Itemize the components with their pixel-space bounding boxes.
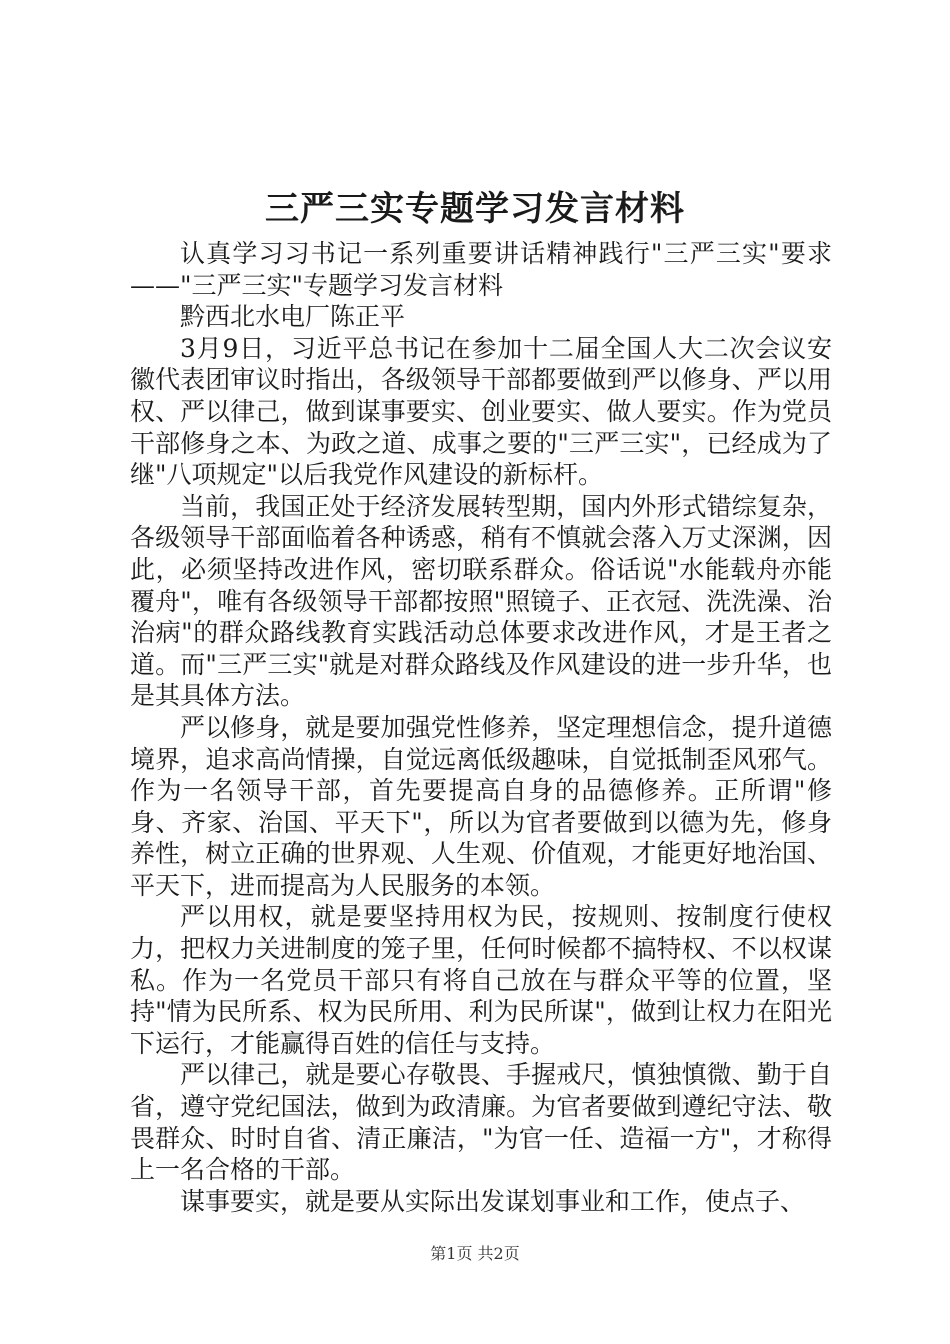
paragraph-intro: 3月9日，习近平总书记在参加十二届全国人大二次会议安徽代表团审议时指出，各级领导干部都要做到严以修身、严以用权、严以律己，做到谋事要实、创业要实、做人要实。作为党员干部修身之本、为政之道、成事之要的"三严三实"，已经成为了继"八项规定"以后我党作风建设的新标杆。 (130, 333, 832, 490)
paragraph-self-discipline: 严以律己，就是要心存敬畏、手握戒尺，慎独慎微、勤于自省，遵守党纪国法，做到为政清廉。为官者要做到遵纪守法、敬畏群众、时时自省、清正廉洁，"为官一任、造福一方"，才称得上一名合格的干部。 (130, 1060, 832, 1185)
document-title: 三严三实专题学习发言材料 (265, 189, 685, 229)
paragraph-author: 黔西北水电厂陈正平 (180, 302, 406, 332)
paragraph-use-of-power: 严以用权，就是要坚持用权为民，按规则、按制度行使权力，把权力关进制度的笼子里，任何时候都不搞特权、不以权谋私。作为一名党员干部只有将自己放在与群众平等的位置，坚持"情为民所系、权为民所用、利为民所谋"，做到让权力在阳光下运行，才能赢得百姓的信任与支持。 (130, 902, 832, 1058)
paragraph-practical-planning: 谋事要实，就是要从实际出发谋划事业和工作，使点子、 (180, 1186, 806, 1216)
paragraph-context: 当前，我国正处于经济发展转型期，国内外形式错综复杂，各级领导干部面临着各种诱惑，稍有不慎就会落入万丈深渊，因此，必须坚持改进作风，密切联系群众。俗话说"水能载舟亦能覆舟"，唯有各级领导干部都按照"照镜子、正衣冠、洗洗澡、治治病"的群众路线教育实践活动总体要求改进作风，才是王者之道。而"三严三实"就是对群众路线及作风建设的进一步升华，也是其具体方法。 (130, 491, 832, 711)
page-number-footer: 第1页 共2页 (430, 1244, 520, 1263)
paragraph-subtitle: 认真学习习书记一系列重要讲话精神践行"三严三实"要求——"三严三实"专题学习发言材料 (130, 239, 832, 300)
paragraph-self-cultivation: 严以修身，就是要加强党性修养，坚定理想信念，提升道德境界，追求高尚情操，自觉远离低级趣味，自觉抵制歪风邪气。作为一名领导干部，首先要提高自身的品德修养。正所谓"修身、齐家、治国、平天下"，所以为官者要做到以德为先，修身养性，树立正确的世界观、人生观、价值观，才能更好地治国、平天下，进而提高为人民服务的本领。 (130, 712, 832, 900)
document-body (130, 238, 832, 1217)
